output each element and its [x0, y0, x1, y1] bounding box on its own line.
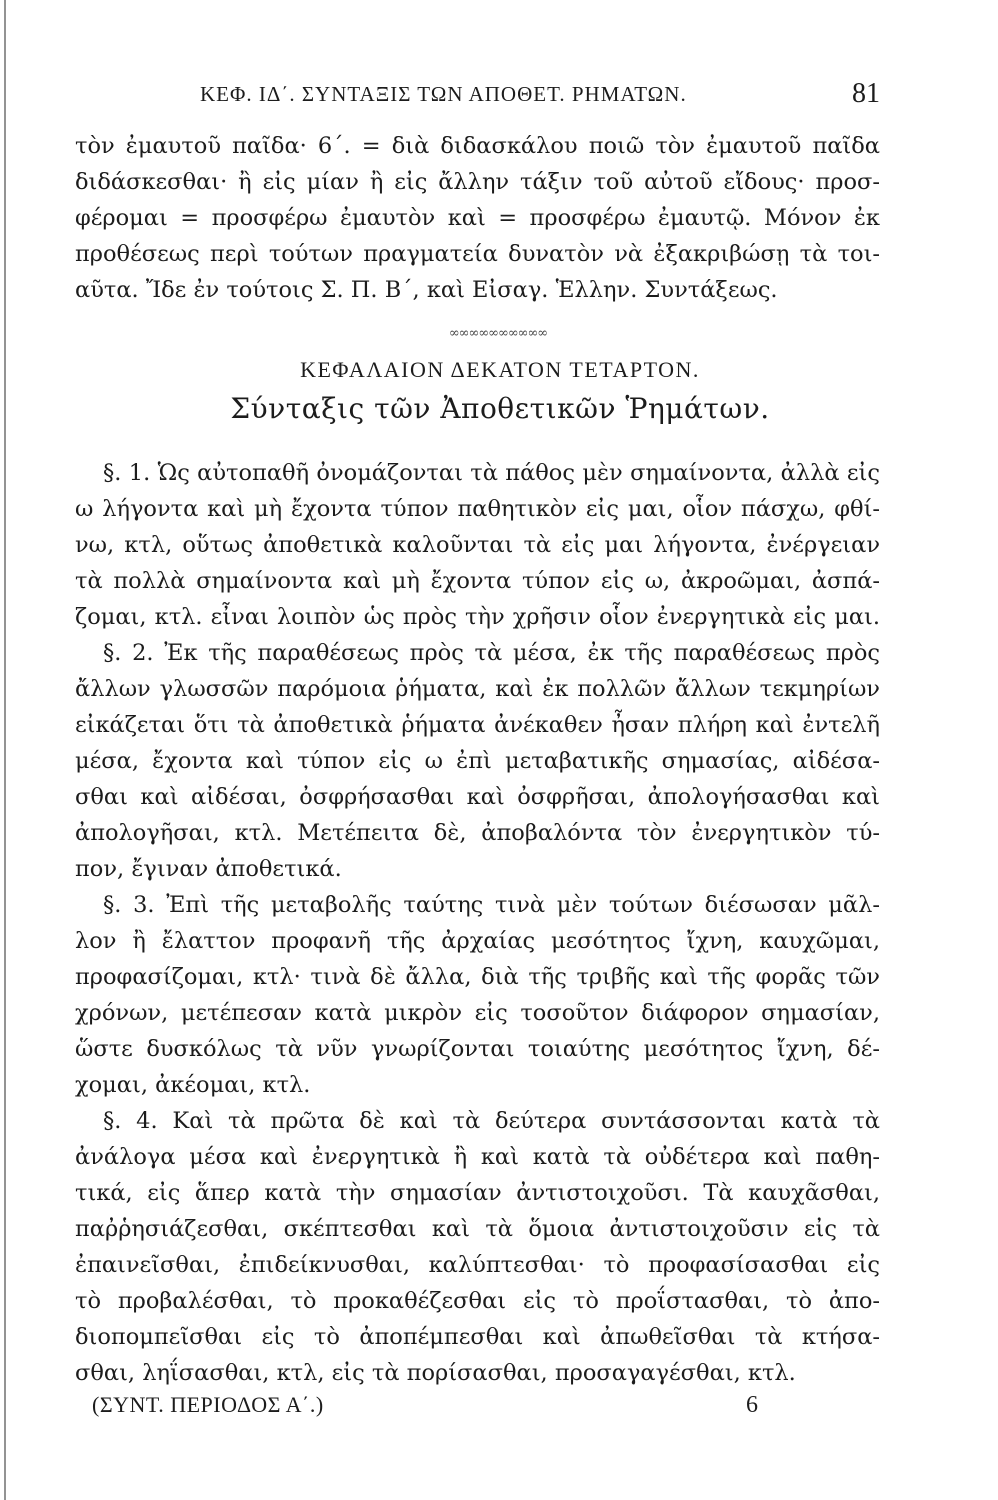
ornamental-divider: ∞∞∞∞∞∞∞∞∞∞: [448, 326, 548, 341]
footer-sheet-number: 6: [746, 1392, 758, 1418]
text-line: §. 4. Καὶ τὰ πρῶτα δὲ καὶ τὰ δεύτερα συντάσσονται κατὰ τὰ: [103, 1108, 880, 1134]
text-line: §. 2. Ἐκ τῆς παραθέσεως πρὸς τὰ μέσα, ἐκ τῆς παραθέσεως πρὸς: [103, 640, 880, 666]
text-line: αῦτα. Ἴδε ἐν τούτοις Σ. Π. Β΄, καὶ Εἰσαγ. Ἑλλην. Συντάξεως.: [75, 277, 778, 303]
section-2: [75, 635, 880, 887]
text-line: φέρομαι = προσφέρω ἐμαυτὸν καὶ = προσφέρω ἐμαυτῷ. Μόνον ἐκ: [75, 205, 880, 231]
text-line: εἰκάζεται ὅτι τὰ ἀποθετικὰ ῥήματα ἀνέκαθεν ἦσαν πλήρη καὶ ἐντελῆ: [75, 712, 880, 738]
text-line: λον ἢ ἔλαττον προφανῆ τῆς ἀρχαίας μεσότητος ἴχνη, καυχῶμαι,: [75, 928, 880, 954]
section-4: [75, 1103, 880, 1391]
text-line: §. 3. Ἐπὶ τῆς μεταβολῆς ταύτης τινὰ μὲν τούτων διέσωσαν μᾶλ-: [103, 892, 880, 918]
section-3: [75, 887, 880, 1103]
section-1: [75, 455, 880, 635]
text-line: τὸ προβαλέσθαι, τὸ προκαθέζεσθαι εἰς τὸ προΐστασθαι, τὸ ἀπο-: [75, 1288, 880, 1314]
text-line: τικά, εἰς ἅπερ κατὰ τὴν σημασίαν ἀντιστοιχοῦσι. Τὰ καυχᾶσθαι,: [75, 1180, 880, 1206]
text-line: ω λήγοντα καὶ μὴ ἔχοντα τύπον παθητικὸν εἰς μαι, οἷον πάσχω, φθί-: [75, 496, 880, 522]
top-paragraph: [75, 128, 880, 308]
running-head: ΚΕΦ. ΙΔ΄. ΣΥΝΤΑΞΙΣ ΤΩΝ ΑΠΟΘΕΤ. ΡΗΜΑΤΩΝ.: [200, 82, 687, 106]
text-line: διοπομπεῖσθαι εἰς τὸ ἀποπέμπεσθαι καὶ ἀπωθεῖσθαι τὰ κτήσα-: [75, 1324, 880, 1350]
text-line: σθαι καὶ αἰδέσαι, ὀσφρήσασθαι καὶ ὀσφρῆσαι, ἀπολογήσασθαι καὶ: [75, 784, 880, 810]
text-line: τὰ πολλὰ σημαίνοντα καὶ μὴ ἔχοντα τύπον εἰς ω, ἀκροῶμαι, ἀσπά-: [75, 568, 880, 594]
text-line: ἀπολογῆσαι, κτλ. Μετέπειτα δὲ, ἀποβαλόντα τὸν ἐνεργητικὸν τύ-: [75, 820, 880, 846]
text-line: σθαι, ληΐσασθαι, κτλ, εἰς τὰ πορίσασθαι, προσαγαγέσθαι, κτλ.: [75, 1360, 796, 1386]
text-line: ἀνάλογα μέσα καὶ ἐνεργητικὰ ἢ καὶ κατὰ τὰ οὐδέτερα καὶ παθη-: [75, 1144, 880, 1170]
text-line: προθέσεως περὶ τούτων πραγματεία δυνατὸν νὰ ἐξακριβώσῃ τὰ τοι-: [75, 241, 880, 267]
text-line: ὥστε δυσκόλως τὰ νῦν γνωρίζονται τοιαύτης μεσότητος ἴχνη, δέ-: [75, 1036, 880, 1062]
text-line: προφασίζομαι, κτλ· τινὰ δὲ ἄλλα, διὰ τῆς τριβῆς καὶ τῆς φορᾶς τῶν: [75, 964, 880, 990]
footer-signature: (ΣΥΝΤ. ΠΕΡΙΟΔΟΣ Α΄.): [92, 1392, 324, 1417]
page-edge-line: [4, 0, 6, 1500]
text-line: διδάσκεσθαι· ἢ εἰς μίαν ἢ εἰς ἄλλην τάξιν τοῦ αὐτοῦ εἴδους· προσ-: [75, 169, 880, 195]
text-line: μέσα, ἔχοντα καὶ τύπον εἰς ω ἐπὶ μεταβατικῆς σημασίας, αἰδέσα-: [75, 748, 880, 774]
text-line: παῤῥησιάζεσθαι, σκέπτεσθαι καὶ τὰ ὅμοια ἀντιστοιχοῦσιν εἰς τὰ: [75, 1216, 880, 1242]
text-line: ἐπαινεῖσθαι, ἐπιδείκνυσθαι, καλύπτεσθαι· τὸ προφασίσασθαι εἰς: [75, 1252, 880, 1278]
text-line: τὸν ἐμαυτοῦ παῖδα· 6΄. = διὰ διδασκάλου ποιῶ τὸν ἐμαυτοῦ παῖδα: [75, 133, 880, 159]
text-line: §. 1. Ὡς αὐτοπαθῆ ὀνομάζονται τὰ πάθος μὲν σημαίνοντα, ἀλλὰ εἰς: [103, 460, 880, 486]
text-line: πον, ἔγιναν ἀποθετικά.: [75, 856, 342, 882]
chapter-heading: ΚΕΦΑΛΑΙΟΝ ΔΕΚΑΤΟΝ ΤΕΤΑΡΤΟΝ.: [300, 357, 700, 382]
text-line: νω, κτλ, οὕτως ἀποθετικὰ καλοῦνται τὰ εἰς μαι λήγοντα, ἐνέργειαν: [75, 532, 880, 558]
page-number: 81: [852, 78, 880, 109]
main-text: [75, 455, 880, 1391]
text-line: χομαι, ἀκέομαι, κτλ.: [75, 1072, 311, 1098]
chapter-title: Σύνταξις τῶν Ἀποθετικῶν Ῥημάτων.: [230, 392, 770, 425]
text-line: χρόνων, μετέπεσαν κατὰ μικρὸν εἰς τοσοῦτον διάφορον σημασίαν,: [75, 1000, 880, 1026]
text-line: ζομαι, κτλ. εἶναι λοιπὸν ὡς πρὸς τὴν χρῆσιν οἷον ἐνεργητικὰ εἰς μαι.: [75, 604, 880, 630]
text-line: ἄλλων γλωσσῶν παρόμοια ῥήματα, καὶ ἐκ πολλῶν ἄλλων τεκμηρίων: [75, 676, 880, 702]
